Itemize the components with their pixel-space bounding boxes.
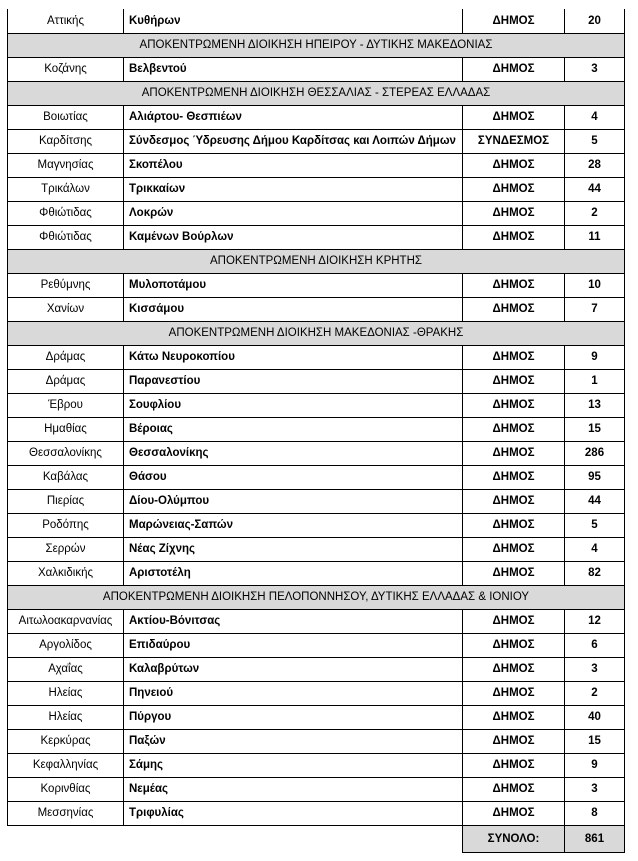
count-cell: 3	[565, 57, 625, 81]
region-cell: Τρικάλων	[8, 177, 124, 201]
type-cell: ΔΗΜΟΣ	[463, 177, 565, 201]
count-cell: 4	[565, 105, 625, 129]
section-header-row	[8, 33, 625, 57]
type-cell: ΔΗΜΟΣ	[463, 561, 565, 585]
table-row	[8, 441, 625, 465]
entity-name-cell: Σάμης	[124, 753, 463, 777]
table-row	[8, 729, 625, 753]
entity-name-cell: Λοκρών	[124, 201, 463, 225]
region-cell: Ηλείας	[8, 705, 124, 729]
table-row	[8, 105, 625, 129]
section-header-row	[8, 321, 625, 345]
entity-name-cell: Τριφυλίας	[124, 801, 463, 825]
table-row	[8, 273, 625, 297]
type-cell: ΔΗΜΟΣ	[463, 273, 565, 297]
entity-name-cell: Σκοπέλου	[124, 153, 463, 177]
type-cell: ΔΗΜΟΣ	[463, 801, 565, 825]
type-cell: ΔΗΜΟΣ	[463, 753, 565, 777]
type-cell: ΔΗΜΟΣ	[463, 9, 565, 33]
table-row	[8, 681, 625, 705]
region-cell: Φθιώτιδας	[8, 201, 124, 225]
table-row	[8, 705, 625, 729]
region-cell: Κερκύρας	[8, 729, 124, 753]
type-cell: ΔΗΜΟΣ	[463, 297, 565, 321]
type-cell: ΔΗΜΟΣ	[463, 441, 565, 465]
table-body	[8, 9, 625, 852]
municipalities-table	[7, 9, 625, 853]
type-cell: ΔΗΜΟΣ	[463, 609, 565, 633]
section-title: ΑΠΟΚΕΝΤΡΩΜΕΝΗ ΔΙΟΙΚΗΣΗ ΠΕΛΟΠΟΝΝΗΣΟΥ, ΔΥΤΙΚΗΣ ΕΛΛΑΔΑΣ & ΙΟΝΙΟΥ	[8, 585, 625, 609]
count-cell: 4	[565, 537, 625, 561]
table-row	[8, 369, 625, 393]
table-row	[8, 225, 625, 249]
entity-name-cell: Παρανεστίου	[124, 369, 463, 393]
table-row	[8, 393, 625, 417]
region-cell: Κοζάνης	[8, 57, 124, 81]
region-cell: Μεσσηνίας	[8, 801, 124, 825]
table-row	[8, 753, 625, 777]
type-cell: ΔΗΜΟΣ	[463, 489, 565, 513]
count-cell: 9	[565, 345, 625, 369]
region-cell: Αργολίδος	[8, 633, 124, 657]
count-cell: 12	[565, 609, 625, 633]
section-header-row	[8, 81, 625, 105]
count-cell: 2	[565, 681, 625, 705]
count-cell: 11	[565, 225, 625, 249]
count-cell: 40	[565, 705, 625, 729]
type-cell: ΔΗΜΟΣ	[463, 465, 565, 489]
entity-name-cell: Σουφλίου	[124, 393, 463, 417]
region-cell: Αχαΐας	[8, 657, 124, 681]
count-cell: 15	[565, 417, 625, 441]
entity-name-cell: Δίου-Ολύμπου	[124, 489, 463, 513]
region-cell: Αττικής	[8, 9, 124, 33]
table-row	[8, 297, 625, 321]
entity-name-cell: Επιδαύρου	[124, 633, 463, 657]
entity-name-cell: Καλαβρύτων	[124, 657, 463, 681]
section-header-row	[8, 585, 625, 609]
table-row	[8, 489, 625, 513]
entity-name-cell: Βέροιας	[124, 417, 463, 441]
count-cell: 2	[565, 201, 625, 225]
region-cell: Ηλείας	[8, 681, 124, 705]
entity-name-cell: Βελβεντού	[124, 57, 463, 81]
count-cell: 44	[565, 177, 625, 201]
entity-name-cell: Νέας Ζίχνης	[124, 537, 463, 561]
count-cell: 286	[565, 441, 625, 465]
region-cell: Φθιώτιδας	[8, 225, 124, 249]
spreadsheet-table-container	[7, 9, 625, 853]
entity-name-cell: Μυλοποτάμου	[124, 273, 463, 297]
count-cell: 5	[565, 129, 625, 153]
table-row	[8, 561, 625, 585]
type-cell: ΔΗΜΟΣ	[463, 729, 565, 753]
region-cell: Ρεθύμνης	[8, 273, 124, 297]
count-cell: 13	[565, 393, 625, 417]
count-cell: 28	[565, 153, 625, 177]
entity-name-cell: Παξών	[124, 729, 463, 753]
count-cell: 10	[565, 273, 625, 297]
table-row	[8, 9, 625, 33]
count-cell: 7	[565, 297, 625, 321]
table-row	[8, 345, 625, 369]
entity-name-cell: Καμένων Βούρλων	[124, 225, 463, 249]
type-cell: ΔΗΜΟΣ	[463, 57, 565, 81]
count-cell: 8	[565, 801, 625, 825]
table-row	[8, 465, 625, 489]
section-title: ΑΠΟΚΕΝΤΡΩΜΕΝΗ ΔΙΟΙΚΗΣΗ ΘΕΣΣΑΛΙΑΣ - ΣΤΕΡΕΑΣ ΕΛΛΑΔΑΣ	[8, 81, 625, 105]
type-cell: ΔΗΜΟΣ	[463, 105, 565, 129]
region-cell: Ημαθίας	[8, 417, 124, 441]
type-cell: ΔΗΜΟΣ	[463, 345, 565, 369]
region-cell: Δράμας	[8, 345, 124, 369]
table-row	[8, 201, 625, 225]
count-cell: 6	[565, 633, 625, 657]
count-cell: 1	[565, 369, 625, 393]
type-cell: ΔΗΜΟΣ	[463, 681, 565, 705]
type-cell: ΔΗΜΟΣ	[463, 537, 565, 561]
section-title: ΑΠΟΚΕΝΤΡΩΜΕΝΗ ΔΙΟΙΚΗΣΗ ΜΑΚΕΔΟΝΙΑΣ -ΘΡΑΚΗΣ	[8, 321, 625, 345]
region-cell: Θεσσαλονίκης	[8, 441, 124, 465]
count-cell: 44	[565, 489, 625, 513]
region-cell: Χανίων	[8, 297, 124, 321]
type-cell: ΣΥΝΔΕΣΜΟΣ	[463, 129, 565, 153]
region-cell: Έβρου	[8, 393, 124, 417]
table-row	[8, 777, 625, 801]
total-value: 861	[565, 825, 625, 852]
table-row	[8, 801, 625, 825]
count-cell: 3	[565, 657, 625, 681]
blank-cell	[8, 825, 463, 852]
type-cell: ΔΗΜΟΣ	[463, 225, 565, 249]
region-cell: Μαγνησίας	[8, 153, 124, 177]
entity-name-cell: Νεμέας	[124, 777, 463, 801]
type-cell: ΔΗΜΟΣ	[463, 369, 565, 393]
count-cell: 95	[565, 465, 625, 489]
region-cell: Κεφαλληνίας	[8, 753, 124, 777]
table-row	[8, 657, 625, 681]
entity-name-cell: Ακτίου-Βόνιτσας	[124, 609, 463, 633]
type-cell: ΔΗΜΟΣ	[463, 393, 565, 417]
total-row	[8, 825, 625, 852]
entity-name-cell: Κισσάμου	[124, 297, 463, 321]
count-cell: 20	[565, 9, 625, 33]
section-header-row	[8, 249, 625, 273]
entity-name-cell: Κάτω Νευροκοπίου	[124, 345, 463, 369]
table-row	[8, 177, 625, 201]
section-title: ΑΠΟΚΕΝΤΡΩΜΕΝΗ ΔΙΟΙΚΗΣΗ ΚΡΗΤΗΣ	[8, 249, 625, 273]
region-cell: Πιερίας	[8, 489, 124, 513]
section-title: ΑΠΟΚΕΝΤΡΩΜΕΝΗ ΔΙΟΙΚΗΣΗ ΗΠΕΙΡΟΥ - ΔΥΤΙΚΗΣ ΜΑΚΕΔΟΝΙΑΣ	[8, 33, 625, 57]
total-label: ΣΥΝΟΛΟ:	[463, 825, 565, 852]
region-cell: Κορινθίας	[8, 777, 124, 801]
count-cell: 3	[565, 777, 625, 801]
region-cell: Σερρών	[8, 537, 124, 561]
type-cell: ΔΗΜΟΣ	[463, 153, 565, 177]
count-cell: 82	[565, 561, 625, 585]
type-cell: ΔΗΜΟΣ	[463, 705, 565, 729]
entity-name-cell: Θάσου	[124, 465, 463, 489]
entity-name-cell: Πηνειού	[124, 681, 463, 705]
region-cell: Ροδόπης	[8, 513, 124, 537]
entity-name-cell: Τρικκαίων	[124, 177, 463, 201]
table-row	[8, 153, 625, 177]
entity-name-cell: Πύργου	[124, 705, 463, 729]
entity-name-cell: Σύνδεσμος Ύδρευσης Δήμου Καρδίτσας και Λοιπών Δήμων	[124, 129, 463, 153]
table-row	[8, 417, 625, 441]
type-cell: ΔΗΜΟΣ	[463, 633, 565, 657]
table-row	[8, 513, 625, 537]
region-cell: Καρδίτσης	[8, 129, 124, 153]
table-row	[8, 609, 625, 633]
table-row	[8, 633, 625, 657]
region-cell: Δράμας	[8, 369, 124, 393]
type-cell: ΔΗΜΟΣ	[463, 201, 565, 225]
entity-name-cell: Αριστοτέλη	[124, 561, 463, 585]
type-cell: ΔΗΜΟΣ	[463, 417, 565, 441]
region-cell: Βοιωτίας	[8, 105, 124, 129]
region-cell: Αιτωλοακαρνανίας	[8, 609, 124, 633]
count-cell: 9	[565, 753, 625, 777]
type-cell: ΔΗΜΟΣ	[463, 777, 565, 801]
count-cell: 5	[565, 513, 625, 537]
entity-name-cell: Αλιάρτου- Θεσπιέων	[124, 105, 463, 129]
entity-name-cell: Θεσσαλονίκης	[124, 441, 463, 465]
table-row	[8, 129, 625, 153]
region-cell: Καβάλας	[8, 465, 124, 489]
table-row	[8, 57, 625, 81]
count-cell: 15	[565, 729, 625, 753]
entity-name-cell: Μαρώνειας-Σαπών	[124, 513, 463, 537]
region-cell: Χαλκιδικής	[8, 561, 124, 585]
table-row	[8, 537, 625, 561]
type-cell: ΔΗΜΟΣ	[463, 657, 565, 681]
type-cell: ΔΗΜΟΣ	[463, 513, 565, 537]
entity-name-cell: Κυθήρων	[124, 9, 463, 33]
